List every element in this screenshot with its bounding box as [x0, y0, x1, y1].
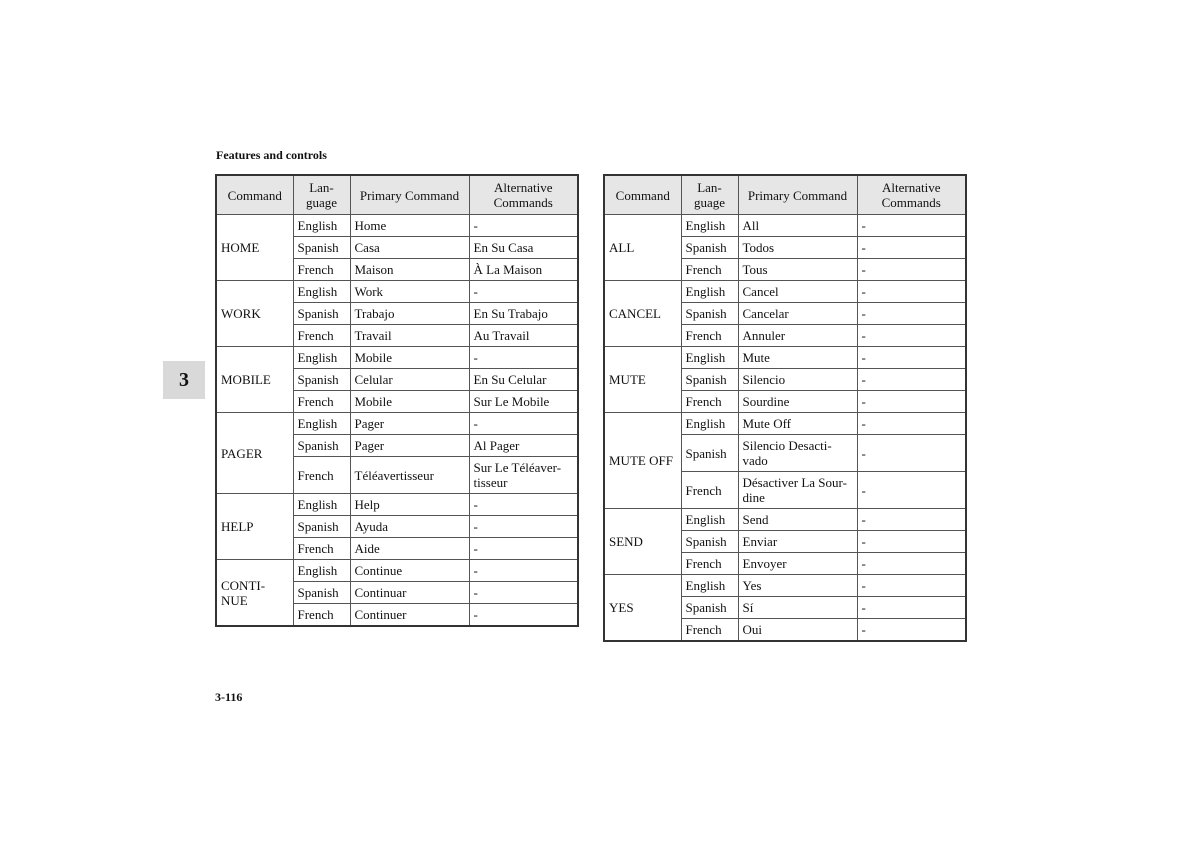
voice-commands-table-right [603, 174, 967, 642]
primary-command-cell: Travail [350, 325, 469, 347]
alternative-command-cell: - [857, 259, 966, 281]
primary-command-cell: Yes [738, 575, 857, 597]
language-cell: English [293, 494, 350, 516]
alternative-command-cell: En Su Casa [469, 237, 578, 259]
column-header-language: Lan- guage [681, 175, 738, 215]
language-cell: Spanish [293, 582, 350, 604]
primary-command-cell: Work [350, 281, 469, 303]
primary-command-cell: Silencio [738, 369, 857, 391]
command-cell: HELP [216, 494, 293, 560]
primary-command-cell: Casa [350, 237, 469, 259]
alternative-command-cell: - [469, 582, 578, 604]
language-cell: English [681, 575, 738, 597]
language-cell: Spanish [293, 369, 350, 391]
primary-command-cell: Home [350, 215, 469, 237]
language-cell: French [681, 472, 738, 509]
language-cell: English [681, 509, 738, 531]
language-cell: Spanish [681, 597, 738, 619]
primary-command-cell: Cancelar [738, 303, 857, 325]
primary-command-cell: Oui [738, 619, 857, 642]
table-row [604, 281, 966, 303]
alternative-command-cell: À La Maison [469, 259, 578, 281]
primary-command-cell: Aide [350, 538, 469, 560]
page-number: 3-116 [215, 690, 243, 704]
alternative-command-cell: - [469, 516, 578, 538]
language-cell: Spanish [681, 435, 738, 472]
primary-command-cell: Cancel [738, 281, 857, 303]
primary-command-cell: Enviar [738, 531, 857, 553]
alternative-command-cell: - [857, 369, 966, 391]
language-cell: French [293, 457, 350, 494]
command-cell: WORK [216, 281, 293, 347]
primary-command-cell: Désactiver La Sour- dine [738, 472, 857, 509]
command-cell: PAGER [216, 413, 293, 494]
alternative-command-cell: - [857, 575, 966, 597]
language-cell: French [681, 553, 738, 575]
table-header-row [604, 175, 966, 215]
chapter-tab: 3 [163, 361, 205, 399]
alternative-command-cell: En Su Trabajo [469, 303, 578, 325]
language-cell: English [681, 281, 738, 303]
alternative-command-cell: - [857, 237, 966, 259]
command-cell: MOBILE [216, 347, 293, 413]
primary-command-cell: Ayuda [350, 516, 469, 538]
primary-command-cell: Send [738, 509, 857, 531]
language-cell: French [293, 259, 350, 281]
primary-command-cell: Téléavertisseur [350, 457, 469, 494]
alternative-command-cell: - [857, 531, 966, 553]
command-cell: CANCEL [604, 281, 681, 347]
primary-command-cell: Todos [738, 237, 857, 259]
primary-command-cell: Pager [350, 413, 469, 435]
primary-command-cell: Sourdine [738, 391, 857, 413]
primary-command-cell: Mute [738, 347, 857, 369]
column-header-command: Command [216, 175, 293, 215]
alternative-command-cell: - [469, 604, 578, 627]
primary-command-cell: Help [350, 494, 469, 516]
table-body [604, 215, 966, 642]
table-row [604, 413, 966, 435]
primary-command-cell: Continuar [350, 582, 469, 604]
alternative-command-cell: Al Pager [469, 435, 578, 457]
alternative-command-cell: - [469, 215, 578, 237]
language-cell: Spanish [293, 516, 350, 538]
alternative-command-cell: - [857, 303, 966, 325]
language-cell: English [293, 413, 350, 435]
voice-commands-table-left [215, 174, 579, 627]
table-row [216, 560, 578, 582]
primary-command-cell: Envoyer [738, 553, 857, 575]
language-cell: French [681, 325, 738, 347]
primary-command-cell: Sí [738, 597, 857, 619]
alternative-command-cell: - [469, 538, 578, 560]
language-cell: French [293, 325, 350, 347]
alternative-command-cell: - [857, 597, 966, 619]
command-cell: HOME [216, 215, 293, 281]
table-body [216, 215, 578, 627]
primary-command-cell: Pager [350, 435, 469, 457]
language-cell: Spanish [293, 435, 350, 457]
language-cell: English [681, 347, 738, 369]
language-cell: Spanish [681, 237, 738, 259]
column-header-language: Lan- guage [293, 175, 350, 215]
command-cell: SEND [604, 509, 681, 575]
language-cell: English [293, 560, 350, 582]
alternative-command-cell: - [857, 435, 966, 472]
language-cell: English [293, 281, 350, 303]
language-cell: Spanish [681, 303, 738, 325]
column-header-primary: Primary Command [350, 175, 469, 215]
alternative-command-cell: - [469, 281, 578, 303]
table-row [216, 494, 578, 516]
language-cell: English [293, 215, 350, 237]
alternative-command-cell: Sur Le Mobile [469, 391, 578, 413]
alternative-command-cell: - [469, 347, 578, 369]
table-row [216, 281, 578, 303]
primary-command-cell: Mobile [350, 391, 469, 413]
primary-command-cell: Trabajo [350, 303, 469, 325]
table-header-row [216, 175, 578, 215]
alternative-command-cell: - [857, 281, 966, 303]
alternative-command-cell: - [857, 347, 966, 369]
alternative-command-cell: - [857, 619, 966, 642]
table-row [604, 509, 966, 531]
language-cell: French [293, 391, 350, 413]
command-cell: MUTE OFF [604, 413, 681, 509]
language-cell: French [293, 538, 350, 560]
primary-command-cell: Annuler [738, 325, 857, 347]
language-cell: English [293, 347, 350, 369]
primary-command-cell: Silencio Desacti- vado [738, 435, 857, 472]
language-cell: Spanish [293, 237, 350, 259]
alternative-command-cell: - [469, 494, 578, 516]
alternative-command-cell: Sur Le Téléaver- tisseur [469, 457, 578, 494]
language-cell: English [681, 413, 738, 435]
column-header-primary: Primary Command [738, 175, 857, 215]
language-cell: Spanish [681, 369, 738, 391]
language-cell: French [681, 259, 738, 281]
section-title: Features and controls [216, 148, 327, 162]
table-row [216, 347, 578, 369]
table-row [604, 575, 966, 597]
language-cell: Spanish [681, 531, 738, 553]
language-cell: French [293, 604, 350, 627]
language-cell: English [681, 215, 738, 237]
alternative-command-cell: - [857, 553, 966, 575]
primary-command-cell: All [738, 215, 857, 237]
primary-command-cell: Tous [738, 259, 857, 281]
command-cell: ALL [604, 215, 681, 281]
table-row [216, 215, 578, 237]
command-cell: YES [604, 575, 681, 642]
primary-command-cell: Mute Off [738, 413, 857, 435]
primary-command-cell: Celular [350, 369, 469, 391]
primary-command-cell: Continue [350, 560, 469, 582]
language-cell: French [681, 619, 738, 642]
alternative-command-cell: - [857, 413, 966, 435]
primary-command-cell: Continuer [350, 604, 469, 627]
table-row [604, 347, 966, 369]
alternative-command-cell: En Su Celular [469, 369, 578, 391]
table-row [604, 215, 966, 237]
alternative-command-cell: - [857, 391, 966, 413]
alternative-command-cell: - [857, 472, 966, 509]
alternative-command-cell: - [469, 413, 578, 435]
alternative-command-cell: - [857, 509, 966, 531]
alternative-command-cell: - [469, 560, 578, 582]
alternative-command-cell: - [857, 325, 966, 347]
language-cell: French [681, 391, 738, 413]
primary-command-cell: Mobile [350, 347, 469, 369]
table-row [216, 413, 578, 435]
column-header-alternative: Alternative Commands [469, 175, 578, 215]
primary-command-cell: Maison [350, 259, 469, 281]
command-cell: MUTE [604, 347, 681, 413]
column-header-alternative: Alternative Commands [857, 175, 966, 215]
column-header-command: Command [604, 175, 681, 215]
command-cell: CONTI- NUE [216, 560, 293, 627]
language-cell: Spanish [293, 303, 350, 325]
alternative-command-cell: Au Travail [469, 325, 578, 347]
alternative-command-cell: - [857, 215, 966, 237]
